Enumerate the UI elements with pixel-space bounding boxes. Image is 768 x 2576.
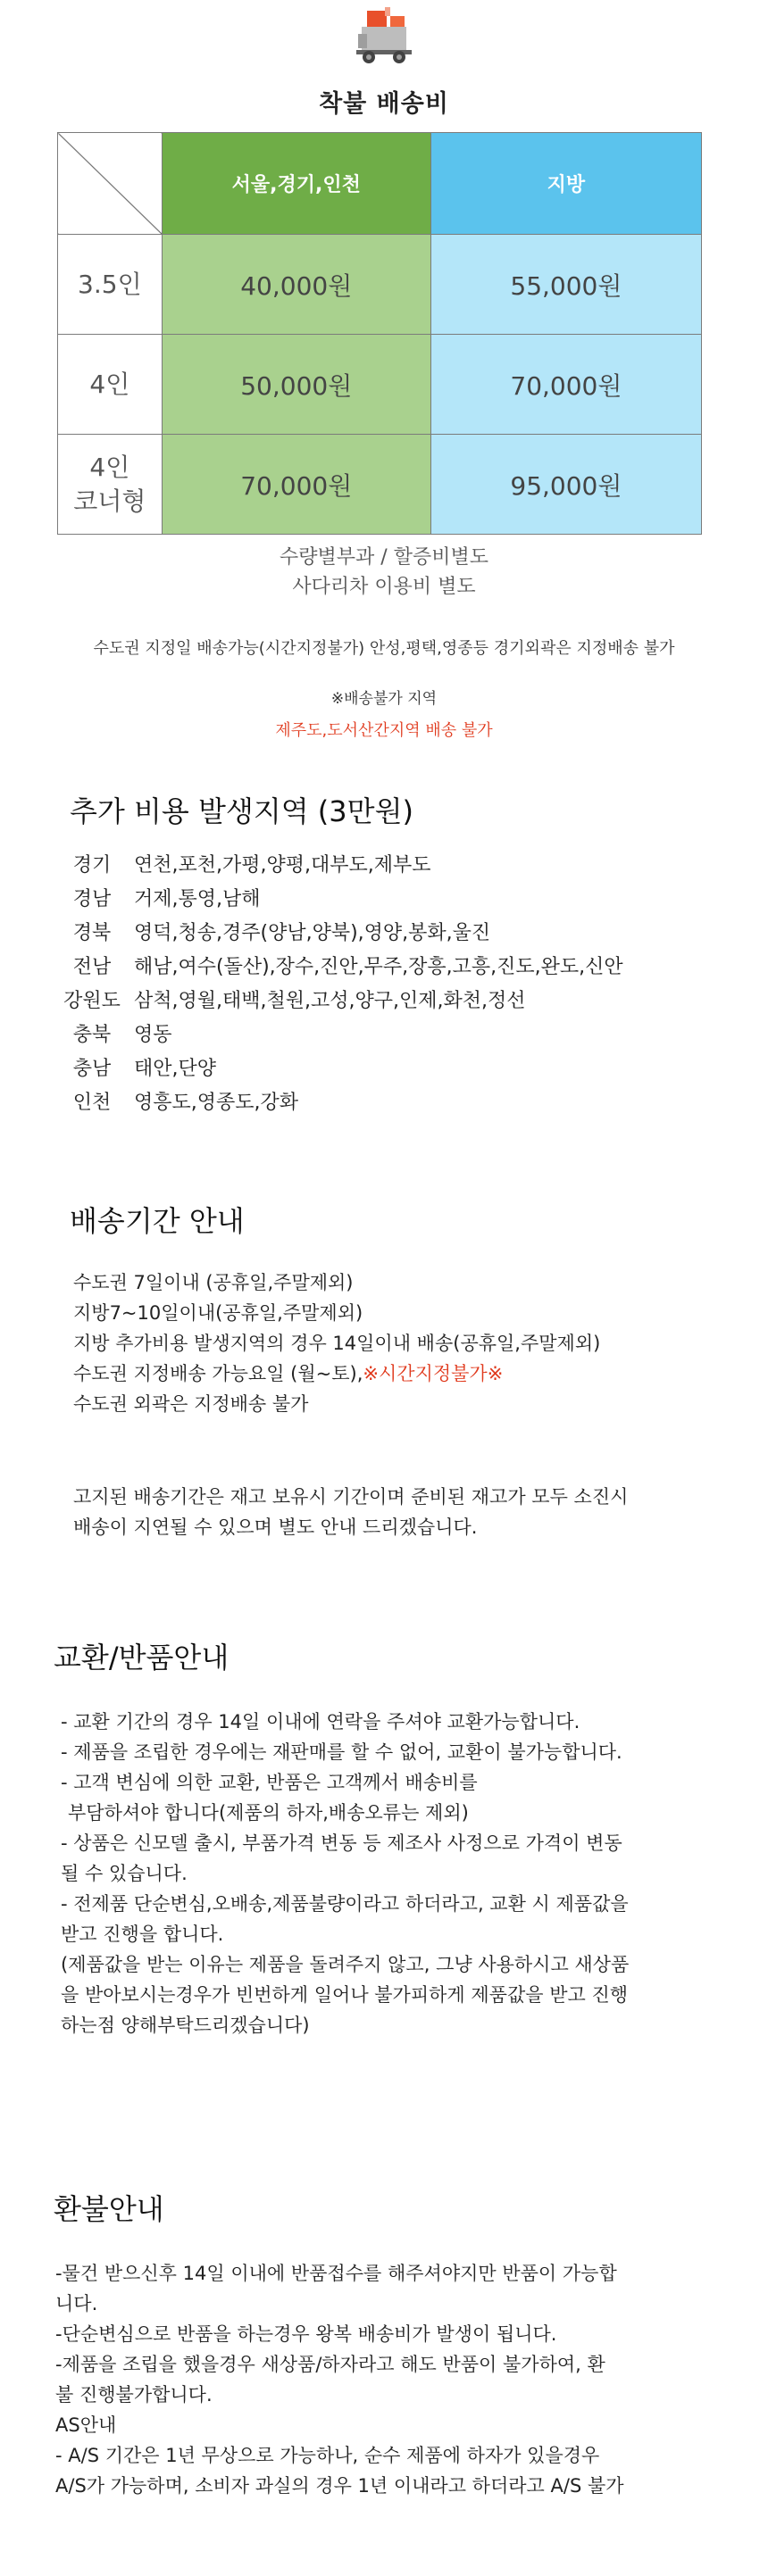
region-areas: 거제,통영,남해 (134, 887, 261, 910)
list-item (54, 1084, 623, 1118)
surcharge-note: 수량별부과 / 할증비별도 (280, 546, 488, 569)
table-corner-cell (58, 133, 163, 235)
refund-text: -물건 받으신후 14일 이내에 반품접수를 해주셔야지만 반품이 가능합 니다. -단순변심으로 반품을 하는경우 왕복 배송비가 발생이 됩니다. -제품을 조립을 했을경우 새상품/하자라고 해도 반품이 불가하여, 환 불 진행불가합니다. AS안내 - A/S 기간은 1년 무상으로 가능하나, 순수 제품에 하자가 있을경우 A/S가 가능하며, 소비자 과실의 경우 1년 이내라고 하더라고 A/S 불가 (55, 2263, 624, 2497)
region-areas: 연천,포천,가평,양평,대부도,제부도 (134, 853, 431, 877)
delivery-period-text (73, 1267, 600, 1419)
extra-cost-title: 추가 비용 발생지역 (3만원) (70, 794, 413, 828)
region-areas: 영흥도,영종도,강화 (134, 1091, 299, 1114)
metro-price: 70,000원 (162, 435, 430, 535)
refund-title: 환불안내 (54, 2192, 164, 2226)
list-item (54, 880, 623, 914)
header-metro: 서울,경기,인천 (162, 133, 430, 235)
delivery-line: 수도권 7일이내 (공휴일,주말제외) (73, 1272, 354, 1293)
size-cell: 4인 코너형 (58, 435, 163, 535)
region-name: 경북 (72, 921, 112, 944)
size-cell: 3.5인 (58, 235, 163, 335)
region-name: 충남 (72, 1057, 112, 1080)
metro-price: 40,000원 (162, 235, 430, 335)
not-available-regions: 제주도,도서산간지역 배송 불가 (275, 721, 493, 740)
list-item (54, 982, 623, 1016)
delivery-stock-note: 고지된 배송기간은 재고 보유시 기간이며 준비된 재고가 모두 소진시 배송이 지연될 수 있으며 별도 안내 드리겠습니다. (73, 1486, 629, 1538)
fee-title: 착불 배송비 (319, 90, 449, 118)
list-item (54, 1050, 623, 1084)
list-item (54, 846, 623, 880)
region-name: 경기 (72, 853, 112, 877)
regional-price: 95,000원 (430, 435, 701, 535)
not-available-title: ※배송불가 지역 (330, 690, 438, 708)
delivery-line: 수도권 지정배송 가능요일 (월~토),※시간지정불가※ (73, 1363, 504, 1384)
exchange-title: 교환/반품안내 (54, 1641, 230, 1674)
regional-price: 55,000원 (430, 235, 701, 335)
region-name: 강원도 (63, 989, 121, 1012)
region-name: 충북 (72, 1023, 112, 1046)
ladder-note: 사다리차 이용비 별도 (292, 576, 476, 598)
list-item (54, 948, 623, 982)
list-item (54, 914, 623, 948)
no-time-designation-warning: ※시간지정불가※ (363, 1363, 504, 1384)
header-regional: 지방 (430, 133, 701, 235)
list-item (54, 1016, 623, 1050)
table-row (58, 435, 702, 535)
delivery-line: 지방 추가비용 발생지역의 경우 14일이내 배송(공휴일,주말제외) (73, 1333, 601, 1354)
region-areas: 삼척,영월,태백,철원,고성,양구,인제,화천,정선 (134, 989, 526, 1012)
metro-price: 50,000원 (162, 335, 430, 435)
capital-area-note: 수도권 지정일 배송가능(시간지정불가) 안성,평택,영종등 경기외곽은 지정배송 불가 (93, 639, 675, 658)
regional-price: 70,000원 (430, 335, 701, 435)
delivery-line: 지방7~10일이내(공휴일,주말제외) (73, 1302, 363, 1324)
delivery-line: 수도권 외곽은 지정배송 불가 (73, 1393, 309, 1415)
region-name: 전남 (72, 955, 112, 978)
region-name: 인천 (72, 1091, 112, 1114)
region-name: 경남 (72, 887, 112, 910)
extra-cost-region-list (54, 846, 623, 1118)
size-cell: 4인 (58, 335, 163, 435)
region-areas: 영덕,청송,경주(양남,양북),영양,봉화,울진 (134, 921, 491, 944)
region-areas: 영동 (134, 1023, 172, 1046)
table-row (58, 235, 702, 335)
table-row (58, 335, 702, 435)
delivery-truck-icon (353, 7, 415, 66)
exchange-text: - 교환 기간의 경우 14일 이내에 연락을 주셔야 교환가능합니다. - 제품을 조립한 경우에는 재판매를 할 수 없어, 교환이 불가능합니다. - 고객 변심에 의한 교환, 반품은 고객께서 배송비를 부담하셔야 합니다(제품의 하자,배송오류는 제외) - 상품은 신모델 출시, 부품가격 변동 등 제조사 사정으로 가격이 변동 될 수 있습니다. - 전제품 단순변심,오배송,제품불량이라고 하더라고, 교환 시 제품값을 받고 진행을 합니다. (제품값을 받는 이유는 제품을 돌려주지 않고, 그냥 사용하시고 새상품 을 받아보시는경우가 빈번하게 일어나 불가피하게 제품값을 받고 진행 하는점 양해부탁드리겠습니다) (61, 1711, 630, 2036)
delivery-period-title: 배송기간 안내 (70, 1204, 245, 1238)
fee-notes (0, 543, 768, 602)
region-areas: 해남,여수(돌산),장수,진안,무주,장흥,고흥,진도,완도,신안 (134, 955, 623, 978)
shipping-fee-table (57, 132, 702, 535)
region-areas: 태안,단양 (134, 1057, 217, 1080)
